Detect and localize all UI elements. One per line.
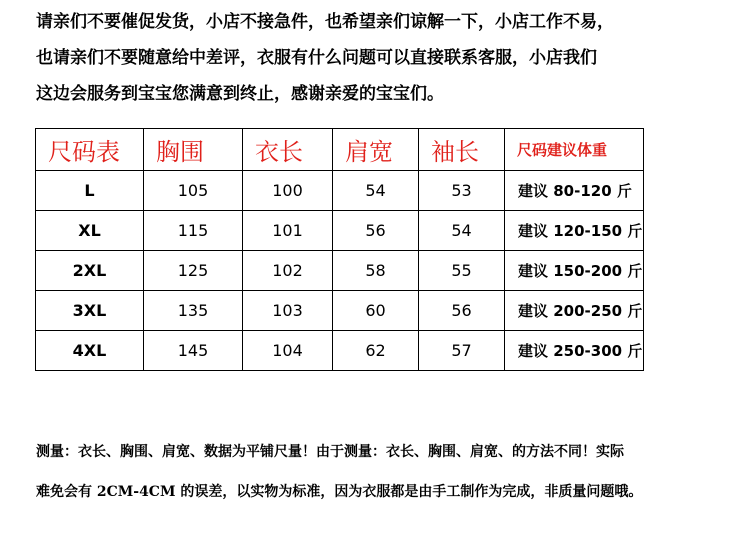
cell-weight: 建议 150-200 斤 <box>505 251 644 291</box>
cell-chest: 145 <box>144 331 243 371</box>
cell-chest: 105 <box>144 171 243 211</box>
header-length: 衣长 <box>243 129 333 171</box>
header-shoulder: 肩宽 <box>333 129 419 171</box>
cell-sleeve: 55 <box>419 251 505 291</box>
cell-weight: 建议 80-120 斤 <box>505 171 644 211</box>
cell-length: 104 <box>243 331 333 371</box>
cell-shoulder: 54 <box>333 171 419 211</box>
cell-shoulder: 56 <box>333 211 419 251</box>
cell-weight: 建议 250-300 斤 <box>505 331 644 371</box>
cell-shoulder: 62 <box>333 331 419 371</box>
cell-length: 101 <box>243 211 333 251</box>
cell-length: 100 <box>243 171 333 211</box>
header-size: 尺码表 <box>36 129 144 171</box>
table-row <box>36 291 644 331</box>
cell-sleeve: 57 <box>419 331 505 371</box>
cell-shoulder: 60 <box>333 291 419 331</box>
cell-chest: 115 <box>144 211 243 251</box>
cell-size: 4XL <box>36 331 144 371</box>
cell-length: 102 <box>243 251 333 291</box>
header-weight: 尺码建议体重 <box>505 129 644 171</box>
cell-sleeve: 54 <box>419 211 505 251</box>
cell-weight: 建议 120-150 斤 <box>505 211 644 251</box>
note-line-2: 难免会有 2CM-4CM 的误差，以实物为标准，因为衣服都是由手工制作为完成，非质量问题哦。 <box>36 484 643 500</box>
cell-size: L <box>36 171 144 211</box>
cell-size: 2XL <box>36 251 144 291</box>
header-sleeve: 袖长 <box>419 129 505 171</box>
intro-line-3: 这边会服务到宝宝您满意到终止，感谢亲爱的宝宝们。 <box>36 84 444 104</box>
table-row <box>36 211 644 251</box>
cell-size: XL <box>36 211 144 251</box>
table-row <box>36 171 644 211</box>
size-chart-table <box>35 128 644 371</box>
intro-line-2: 也请亲们不要随意给中差评，衣服有什么问题可以直接联系客服，小店我们 <box>36 48 597 68</box>
cell-chest: 125 <box>144 251 243 291</box>
cell-sleeve: 53 <box>419 171 505 211</box>
cell-shoulder: 58 <box>333 251 419 291</box>
intro-notice <box>36 8 736 116</box>
note-line-1: 测量：衣长、胸围、肩宽、数据为平铺尺量！由于测量：衣长、胸围、肩宽、的方法不同！实际 <box>36 444 624 460</box>
cell-weight: 建议 200-250 斤 <box>505 291 644 331</box>
header-chest: 胸围 <box>144 129 243 171</box>
table-row <box>36 331 644 371</box>
cell-length: 103 <box>243 291 333 331</box>
table-row <box>36 251 644 291</box>
cell-chest: 135 <box>144 291 243 331</box>
cell-size: 3XL <box>36 291 144 331</box>
cell-sleeve: 56 <box>419 291 505 331</box>
table-header-row <box>36 129 644 171</box>
measurement-note <box>36 438 740 518</box>
intro-line-1: 请亲们不要催促发货，小店不接急件，也希望亲们谅解一下，小店工作不易， <box>36 12 614 32</box>
